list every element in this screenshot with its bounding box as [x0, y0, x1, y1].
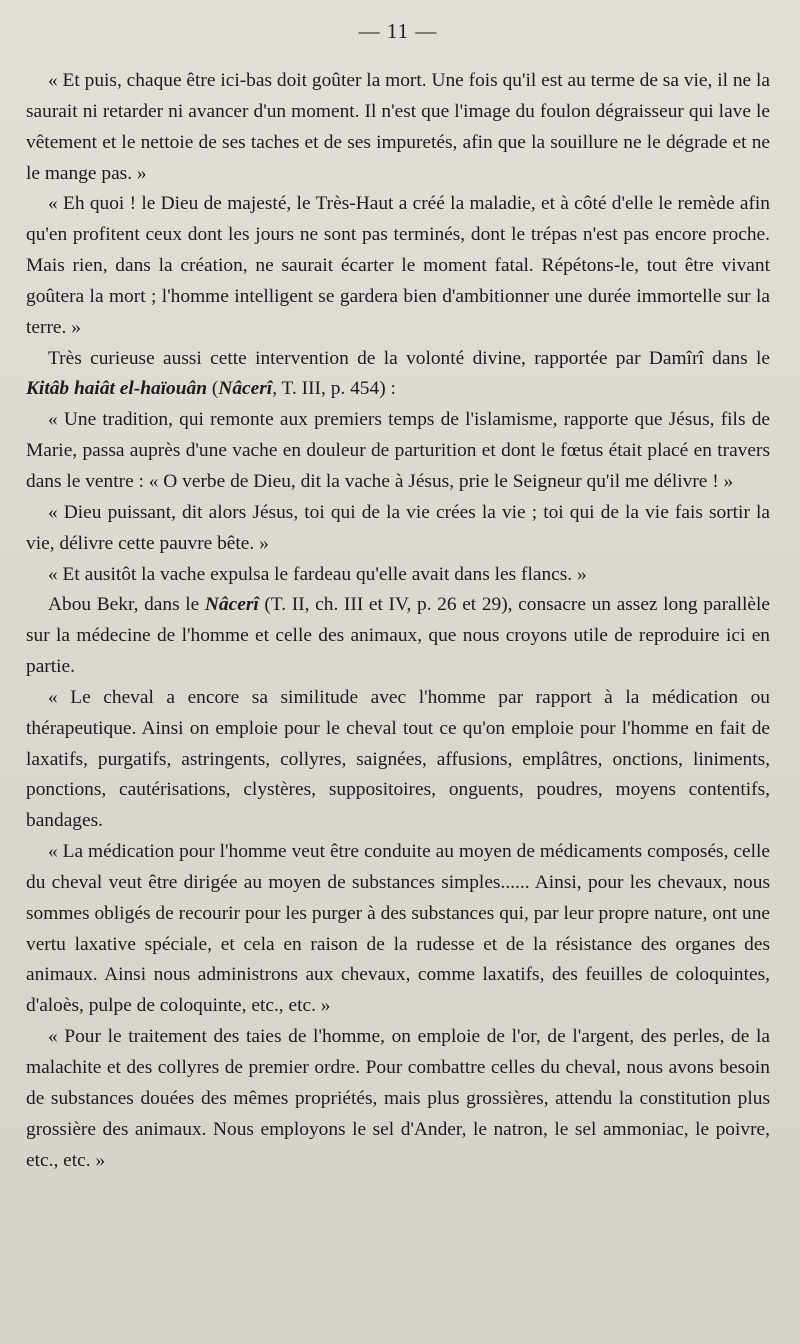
- paragraph-text: (T. II, ch. III et IV, p. 26 et 29), consacre un assez long parallèle sur la médecine de l'homme et celle des animaux, que nous croyons utile de reproduire ici en partie.: [26, 594, 771, 678]
- paragraph-text: Très curieuse aussi cette intervention de la volonté divine, rapportée par Damîrî dans le: [48, 347, 770, 369]
- paragraph: « Le cheval a encore sa similitude avec l'homme par rapport à la médication ou thérapeutique. Ainsi on emploie pour le cheval tout ce qu'on emploie pour l'homme en fait de laxatifs, purgatifs, astringents, collyres, saignées, affusions, emplâtres, onctions, liniments, ponctions, cautérisations, clystères, suppositoires, onguents, poudres, moyens contentifs, bandages.: [26, 686, 770, 832]
- paragraph: « Eh quoi ! le Dieu de majesté, le Très-Haut a créé la maladie, et à côté d'elle le remède afin qu'en profitent ceux dont les jours ne sont pas terminés, dont le trépas n'est pas encore proche. Mais rien, dans la création, ne saurait écarter le moment fatal. Répétons-le, tout être vivant goûtera la mort ; l'homme intelligent se gardera bien d'ambitionner une durée immortelle sur la terre. »: [26, 193, 770, 338]
- book-title: Kitâb haiât el-haïouân: [26, 378, 208, 400]
- paragraph: « Pour le traitement des taies de l'homme, on emploie de l'or, de l'argent, des perles, de la malachite et des collyres de premier ordre. Pour combattre celles du cheval, nous avons besoin de substances douées des mêmes propriétés, mais plus grossières, attendu la constitution plus grossière des animaux. Nous employons le sel d'Ander, le natron, le sel ammoniac, le poivre, etc., etc. »: [26, 1026, 770, 1171]
- paragraph-text: Abou Bekr, dans le: [48, 594, 205, 616]
- paragraph: [26, 344, 770, 406]
- paragraph: « La médication pour l'homme veut être conduite au moyen de médicaments composés, celle du cheval veut être dirigée au moyen de substances simples...... Ainsi, pour les chevaux, nous sommes obligés de recourir pour les purger à des substances qui, par leur propre nature, ont une vertu laxative spéciale, et cela en raison de la rudesse et de la résistance des organes des animaux. Ainsi nous administrons aux chevaux, comme laxatifs, des feuilles de coloquintes, d'aloès, pulpe de coloquinte, etc., etc. »: [26, 841, 770, 1017]
- paragraph: « Et puis, chaque être ici-bas doit goûter la mort. Une fois qu'il est au terme de sa vie, il ne la saurait ni retarder ni avancer d'un moment. Il n'est que l'image du foulon dégraisseur qui lave le vêtement et le nettoie de ses taches et de ses impuretés, afin que la souillure ne le dégrade et ne le mange pas. »: [26, 70, 770, 184]
- paragraph: [26, 590, 770, 683]
- paragraph: « Dieu puissant, dit alors Jésus, toi qui de la vie crées la vie ; toi qui de la vie fais sortir la vie, délivre cette pauvre bête. »: [26, 501, 770, 554]
- paragraph: « Une tradition, qui remonte aux premiers temps de l'islamisme, rapporte que Jésus, fils de Marie, passa auprès d'une vache en douleur de parturition et dont le fœtus était placé en travers dans le ventre : « O verbe de Dieu, dit la vache à Jésus, prie le Seigneur qu'il me délivre ! »: [26, 409, 770, 492]
- paragraph: « Et ausitôt la vache expulsa le fardeau qu'elle avait dans les flancs. »: [48, 563, 587, 585]
- source-citation: Nâcerî: [204, 594, 259, 616]
- source-citation: Nâcerî: [218, 378, 273, 400]
- page-number: — 11 —: [358, 19, 438, 43]
- paragraph-text: , T. III, p. 454) :: [272, 378, 396, 400]
- page-body: [26, 66, 770, 1176]
- paragraph-text: (: [207, 378, 219, 400]
